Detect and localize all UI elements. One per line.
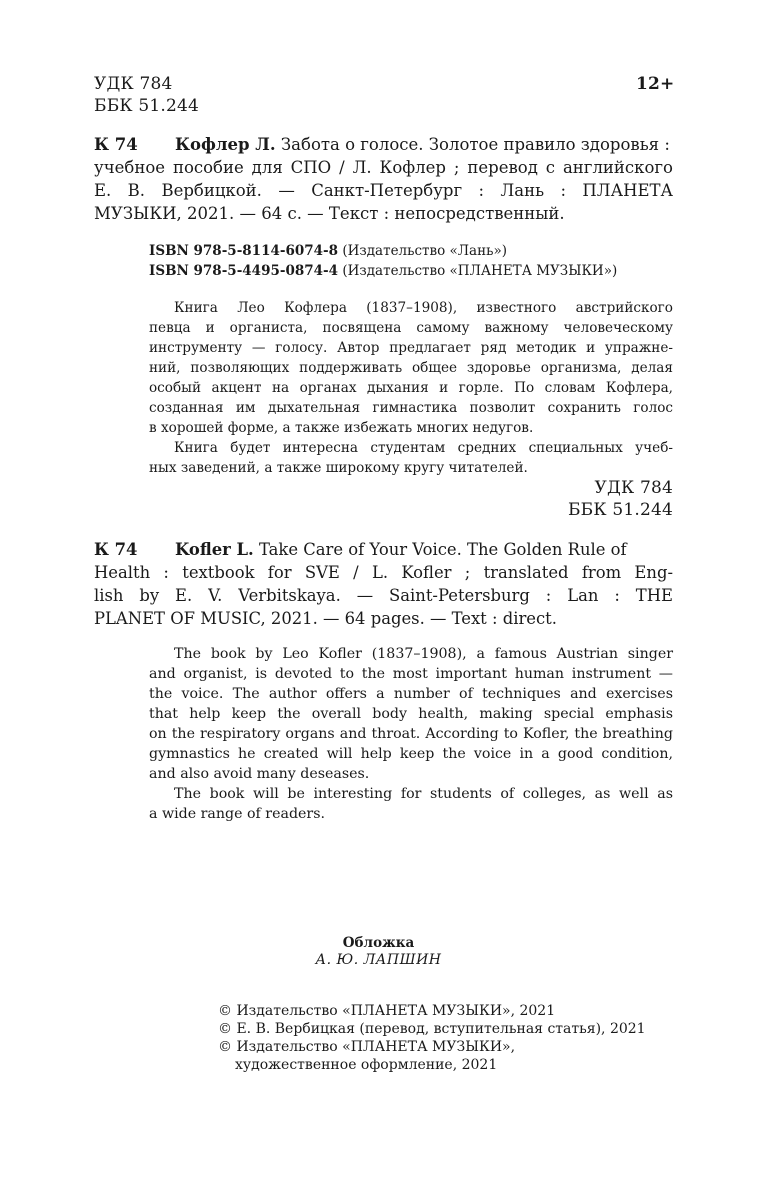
en-record-line-1: Kofler L. Take Care of Your Voice. The Golden Rule of [175,540,627,559]
ru-annotation-line: особый акцент на органах дыхания и горле. По словам Кофлера, [149,380,673,396]
cover-label: Обложка [342,935,415,951]
ru-annotation-line: ний, позволяющих поддерживать общее здоровье организма, делая [149,360,673,376]
ru-annotation-line: Книга Лео Кофлера (1837–1908), известного австрийского [174,300,673,316]
copyright-line: © Издательство «ПЛАНЕТА МУЗЫКИ», 2021 [218,1003,556,1019]
en-annotation-line: and also avoid many deseases. [149,766,370,782]
en-annotation-line: The book will be interesting for students of colleges, as well as [174,786,673,802]
ru-annotation-line: певца и органиста, посвящена самому важному человеческому [149,320,673,336]
top-udk: УДК 784 [94,74,173,94]
en-record-author: Kofler L. [175,540,254,559]
isbn-line-1: ISBN 978-5-8114-6074-8 (Издательство «Лань») [149,243,507,259]
en-record-line-3: lish by E. V. Verbitskaya. — Saint-Petersburg : Lan : THE [94,586,673,605]
en-record-code: К 74 [94,540,138,559]
ru-record-line-2: учебное пособие для СПО / Л. Кофлер ; перевод с английского [94,158,673,177]
en-annotation-line: on the respiratory organs and throat. According to Kofler, the breathing [149,726,673,742]
ru-annotation-line: ных заведений, а также широкому кругу читателей. [149,460,528,476]
ru-annotation-line: Книга будет интересна студентам средних специальных учеб- [174,440,673,456]
ru-record-line-1: Кофлер Л. Забота о голосе. Золотое правило здоровья : [175,135,670,154]
cover-artist: А. Ю. ЛАПШИН [315,952,442,968]
ru-annotation-line: инструменту — голосу. Автор предлагает ряд методик и упражне- [149,340,673,356]
isbn-number: ISBN 978-5-4495-0874-4 [149,263,339,279]
en-annotation-line: The book by Leo Kofler (1837–1908), a famous Austrian singer [174,646,673,662]
en-annotation-line: a wide range of readers. [149,806,325,822]
ru-record-code: К 74 [94,135,138,154]
ru-record-line-4: МУЗЫКИ, 2021. — 64 с. — Текст : непосредственный. [94,204,565,223]
ru-annotation-line: созданная им дыхательная гимнастика позволит сохранить голос [149,400,673,416]
top-bbk: ББК 51.244 [94,96,200,116]
en-annotation-line: and organist, is devoted to the most important human instrument — [149,666,673,682]
ru-bbk: ББК 51.244 [567,500,673,520]
en-annotation-line: that help keep the overall body health, making special emphasis [149,706,673,722]
en-record-line-4: PLANET OF MUSIC, 2021. — 64 pages. — Text : direct. [94,609,557,628]
ru-udk: УДК 784 [594,478,673,498]
isbn-number: ISBN 978-5-8114-6074-8 [149,243,339,259]
isbn-line-2: ISBN 978-5-4495-0874-4 (Издательство «ПЛАНЕТА МУЗЫКИ») [149,263,618,279]
age-rating: 12+ [636,74,675,94]
ru-record-line-3: Е. В. Вербицкой. — Санкт-Петербург : Лань : ПЛАНЕТА [94,181,673,200]
copyright-line: © Е. В. Вербицкая (перевод, вступительная статья), 2021 [218,1021,646,1037]
ru-annotation-line: в хорошей форме, а также избежать многих недугов. [149,420,534,436]
en-record-line-2: Health : textbook for SVE / L. Kofler ; translated from Eng- [94,563,673,582]
copyright-line: © Издательство «ПЛАНЕТА МУЗЫКИ», [218,1039,516,1055]
en-annotation-line: the voice. The author offers a number of techniques and exercises [149,686,673,702]
copyright-line: художественное оформление, 2021 [235,1057,498,1073]
en-annotation-line: gymnastics he created will help keep the voice in a good condition, [149,746,673,762]
ru-record-author: Кофлер Л. [175,135,276,154]
